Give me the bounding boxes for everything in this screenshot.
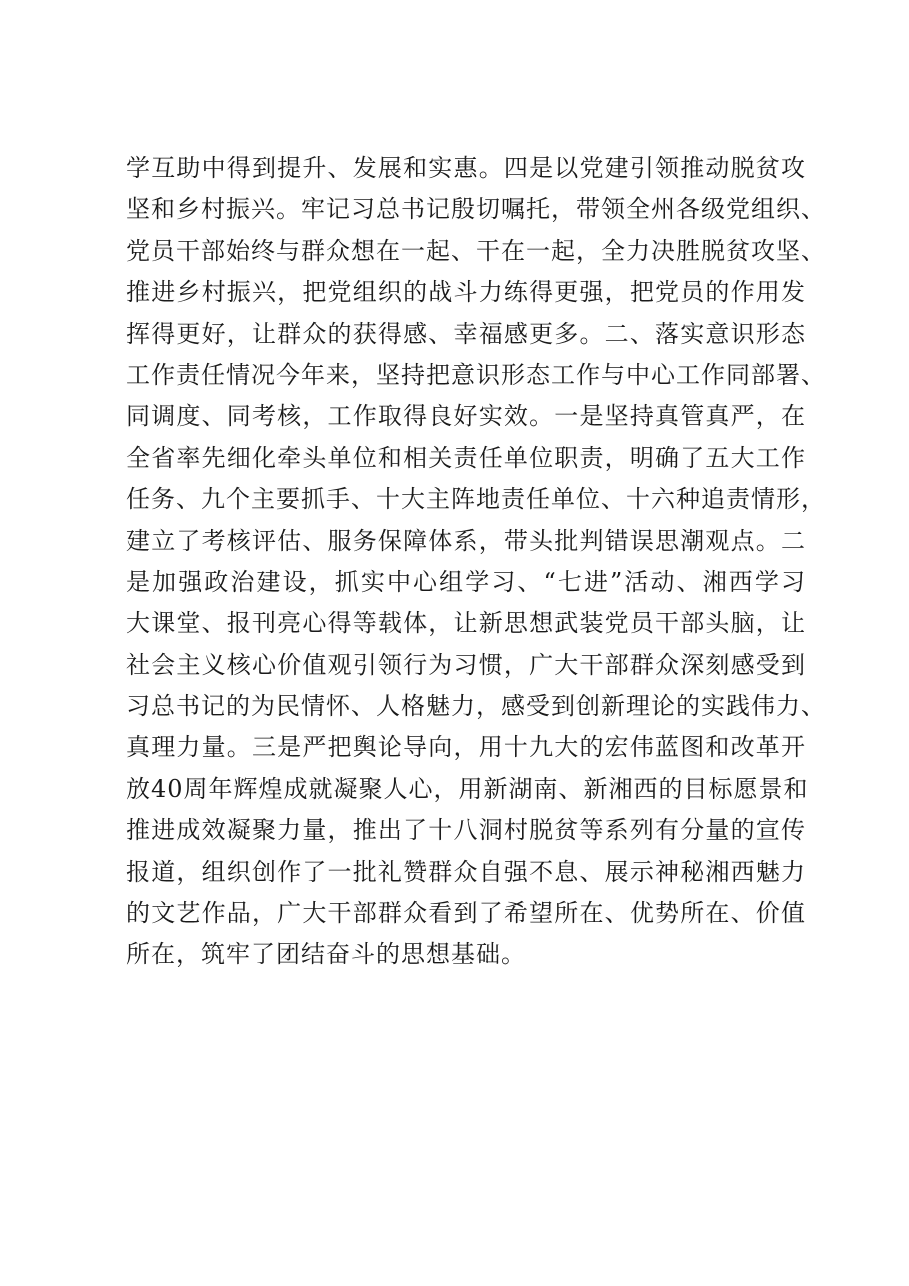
text-line: 社会主义核心价值观引领行为习惯，广大干部群众深刻感受到 bbox=[126, 650, 806, 679]
text-line: 学互助中得到提升、发展和实惠。四是以党建引领推动脱贫攻 bbox=[126, 154, 806, 182]
text-line: 党员干部始终与群众想在一起、干在一起，全力决胜脱贫攻坚、 bbox=[126, 236, 826, 265]
text-line: 真理力量。三是严把舆论导向，用十九大的宏伟蓝图和改革开 bbox=[126, 733, 806, 762]
body-paragraph bbox=[126, 148, 826, 976]
text-line: 工作责任情况今年来，坚持把意识形态工作与中心工作同部署、 bbox=[126, 360, 826, 389]
text-line: 任务、九个主要抓手、十大主阵地责任单位、十六种追责情形， bbox=[126, 485, 826, 514]
text-line: 的文艺作品，广大干部群众看到了希望所在、优势所在、价值 bbox=[126, 899, 806, 928]
text-line: 所在，筑牢了团结奋斗的思想基础。 bbox=[126, 940, 526, 969]
text-line: 大课堂、报刊亮心得等载体，让新思想武装党员干部头脑，让 bbox=[126, 609, 806, 638]
text-line: 挥得更好，让群众的获得感、幸福感更多。二、落实意识形态 bbox=[126, 319, 806, 348]
text-line: 推进成效凝聚力量，推出了十八洞村脱贫等系列有分量的宣传 bbox=[126, 816, 806, 845]
text-line: 同调度、同考核，工作取得良好实效。一是坚持真管真严，在 bbox=[126, 402, 806, 431]
text-line: 放40周年辉煌成就凝聚人心，用新湖南、新湘西的目标愿景和 bbox=[126, 774, 809, 803]
text-line: 坚和乡村振兴。牢记习总书记殷切嘱托，带领全州各级党组织、 bbox=[126, 195, 826, 224]
text-line: 习总书记的为民情怀、人格魅力，感受到创新理论的实践伟力、 bbox=[126, 692, 826, 721]
text-line: 推进乡村振兴，把党组织的战斗力练得更强，把党员的作用发 bbox=[126, 278, 806, 307]
text-line: 全省率先细化牵头单位和相关责任单位职责，明确了五大工作 bbox=[126, 443, 806, 472]
text-line: 建立了考核评估、服务保障体系，带头批判错误思潮观点。二 bbox=[126, 526, 806, 555]
text-line: 是加强政治建设，抓实中心组学习、“七进”活动、湘西学习 bbox=[126, 567, 806, 596]
text-line: 报道，组织创作了一批礼赞群众自强不息、展示神秘湘西魅力 bbox=[126, 857, 806, 886]
